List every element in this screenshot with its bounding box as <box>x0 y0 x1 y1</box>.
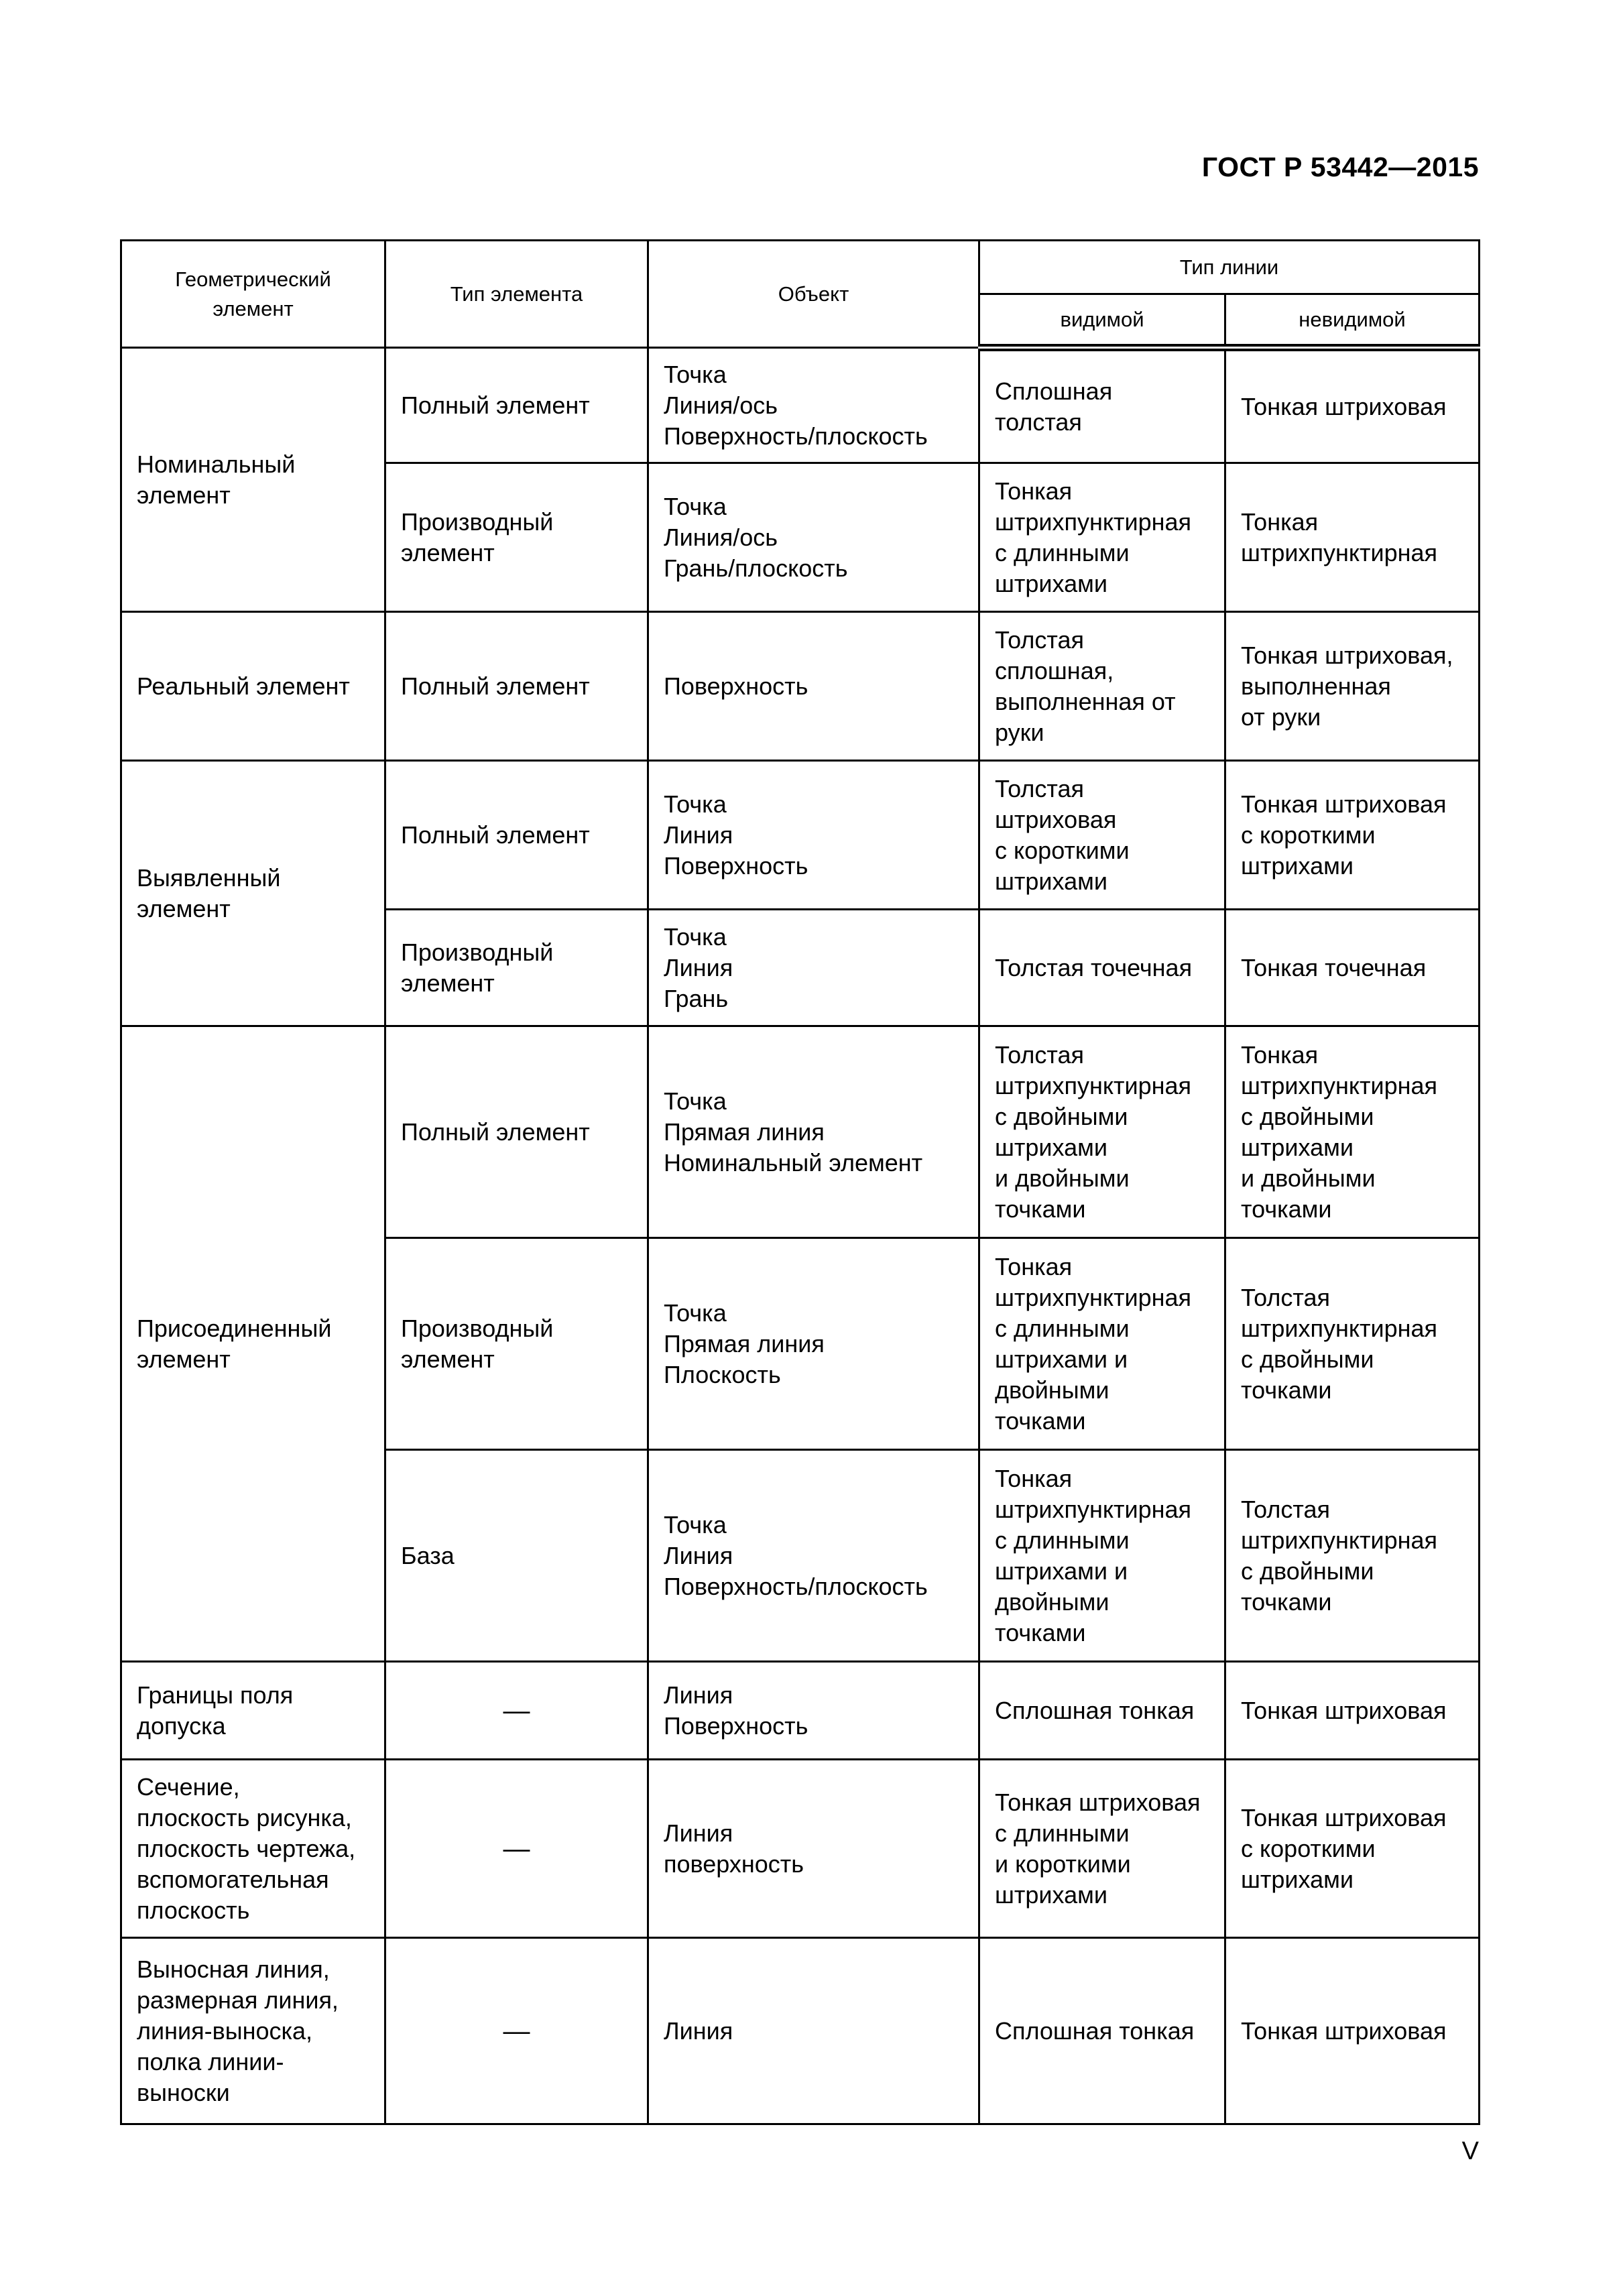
line-types-table <box>120 239 1480 2125</box>
table-row <box>121 1938 1480 2124</box>
cell-object: Точка Линия Поверхность/плоскость <box>648 1450 979 1662</box>
cell-element-type: Производный элемент <box>385 463 648 612</box>
cell-element-type: Производный элемент <box>385 1238 648 1450</box>
table-body <box>121 348 1480 2124</box>
table-header <box>121 241 1480 348</box>
cell-element-type: Полный элемент <box>385 1026 648 1238</box>
cell-invisible-line: Тонкая штриховая, выполненная от руки <box>1225 612 1480 761</box>
cell-visible-line: Сплошная тонкая <box>979 1938 1225 2124</box>
cell-invisible-line: Тонкая штриховая <box>1225 348 1480 463</box>
cell-visible-line: Тонкая штрихпунктирная с длинными штрихами и двойными точками <box>979 1238 1225 1450</box>
cell-invisible-line: Тонкая штрихпунктирная <box>1225 463 1480 612</box>
line-types-table-container <box>120 239 1478 2125</box>
cell-visible-line: Сплошная толстая <box>979 348 1225 463</box>
cell-element-type: Производный элемент <box>385 910 648 1026</box>
cell-object: Точка Линия/ось Грань/плоскость <box>648 463 979 612</box>
cell-visible-line: Толстая сплошная, выполненная от руки <box>979 612 1225 761</box>
cell-geometric-element: Сечение, плоскость рисунка, плоскость чертежа, вспомогательная плоскость <box>121 1760 385 1938</box>
cell-object: Точка Линия Поверхность <box>648 761 979 910</box>
cell-element-type: Полный элемент <box>385 761 648 910</box>
cell-visible-line: Толстая точечная <box>979 910 1225 1026</box>
cell-visible-line: Сплошная тонкая <box>979 1662 1225 1760</box>
header-invisible: невидимой <box>1225 294 1480 348</box>
cell-element-type: — <box>385 1938 648 2124</box>
table-row <box>121 1662 1480 1760</box>
header-object: Объект <box>648 241 979 348</box>
cell-invisible-line: Тонкая штриховая с короткими штрихами <box>1225 761 1480 910</box>
header-geometric-element: Геометрический элемент <box>121 241 385 348</box>
header-visible: видимой <box>979 294 1225 348</box>
cell-visible-line: Тонкая штриховая с длинными и короткими штрихами <box>979 1760 1225 1938</box>
cell-geometric-element: Границы поля допуска <box>121 1662 385 1760</box>
cell-invisible-line: Тонкая штриховая <box>1225 1938 1480 2124</box>
cell-element-type: Полный элемент <box>385 348 648 463</box>
table-row <box>121 1760 1480 1938</box>
table-row <box>121 761 1480 910</box>
table-row <box>121 612 1480 761</box>
cell-object: Линия Поверхность <box>648 1662 979 1760</box>
cell-object: Линия поверхность <box>648 1760 979 1938</box>
cell-object: Поверхность <box>648 612 979 761</box>
cell-invisible-line: Толстая штрихпунктирная с двойными точками <box>1225 1450 1480 1662</box>
cell-visible-line: Толстая штрихпунктирная с двойными штрихами и двойными точками <box>979 1026 1225 1238</box>
header-element-type: Тип элемента <box>385 241 648 348</box>
cell-visible-line: Тонкая штрихпунктирная с длинными штрихами <box>979 463 1225 612</box>
header-line-type: Тип линии <box>979 241 1480 294</box>
cell-geometric-element: Выносная линия, размерная линия, линия-выноска, полка линии- выноски <box>121 1938 385 2124</box>
cell-visible-line: Толстая штриховая с короткими штрихами <box>979 761 1225 910</box>
cell-geometric-element: Выявленный элемент <box>121 761 385 1026</box>
cell-geometric-element: Номинальный элемент <box>121 348 385 612</box>
cell-invisible-line: Толстая штрихпунктирная с двойными точками <box>1225 1238 1480 1450</box>
cell-invisible-line: Тонкая штрихпунктирная с двойными штрихами и двойными точками <box>1225 1026 1480 1238</box>
cell-element-type: База <box>385 1450 648 1662</box>
cell-invisible-line: Тонкая штриховая <box>1225 1662 1480 1760</box>
cell-visible-line: Тонкая штрихпунктирная с длинными штрихами и двойными точками <box>979 1450 1225 1662</box>
cell-invisible-line: Тонкая точечная <box>1225 910 1480 1026</box>
cell-element-type: — <box>385 1760 648 1938</box>
cell-element-type: Полный элемент <box>385 612 648 761</box>
page-number: V <box>1461 2137 1479 2165</box>
cell-object: Линия <box>648 1938 979 2124</box>
table-row <box>121 1026 1480 1238</box>
cell-invisible-line: Тонкая штриховая с короткими штрихами <box>1225 1760 1480 1938</box>
table-row <box>121 348 1480 463</box>
cell-geometric-element: Присоединенный элемент <box>121 1026 385 1662</box>
cell-object: Точка Линия Грань <box>648 910 979 1026</box>
cell-object: Точка Прямая линия Плоскость <box>648 1238 979 1450</box>
document-code: ГОСТ Р 53442—2015 <box>1201 152 1479 182</box>
cell-object: Точка Прямая линия Номинальный элемент <box>648 1026 979 1238</box>
cell-object: Точка Линия/ось Поверхность/плоскость <box>648 348 979 463</box>
cell-geometric-element: Реальный элемент <box>121 612 385 761</box>
cell-element-type: — <box>385 1662 648 1760</box>
